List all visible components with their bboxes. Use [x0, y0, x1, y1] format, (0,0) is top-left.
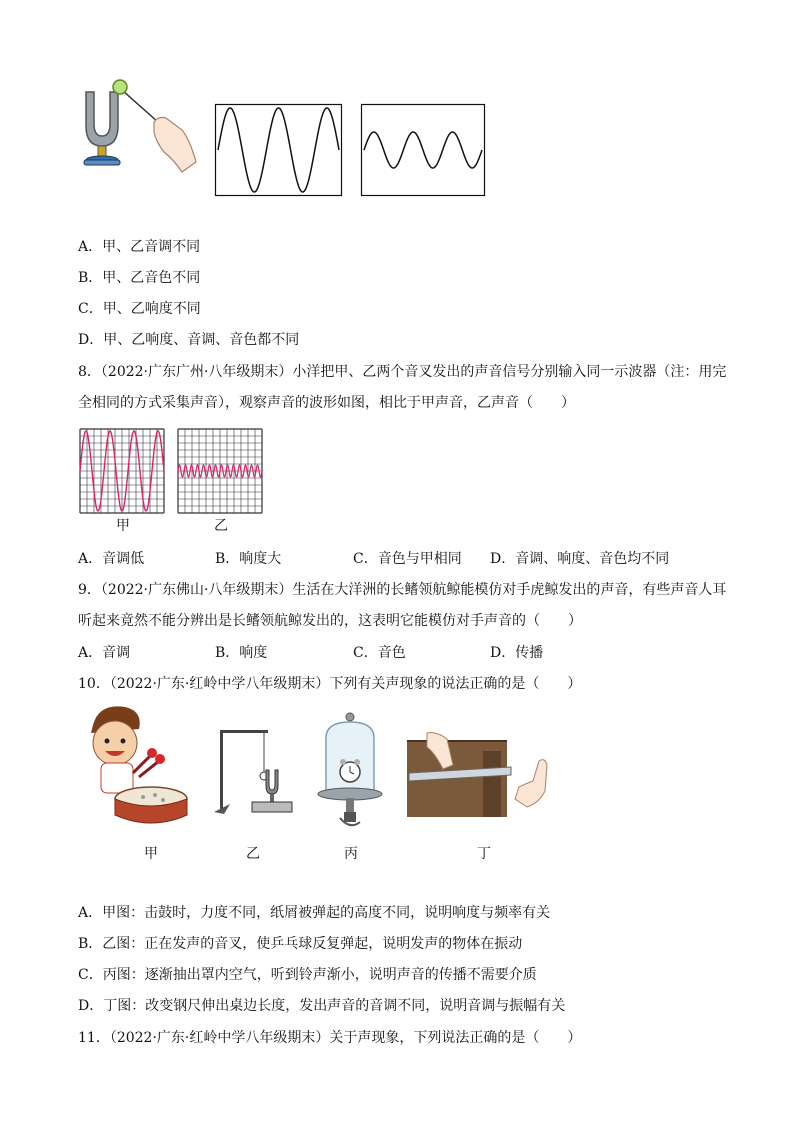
q9-option-a: A．音调	[78, 645, 131, 661]
q10-label-bing: 丙	[344, 846, 358, 862]
q8-option-b: B．响度大	[215, 551, 282, 567]
q8-option-d: D．音调、响度、音色均不同	[490, 551, 670, 567]
q10-option-c: C．丙图：逐渐抽出罩内空气，听到铃声渐小，说明声音的传播不需要介质	[78, 967, 537, 983]
q7-option-d: D．甲、乙响度、音调、音色都不同	[78, 332, 300, 348]
waveform-jia	[215, 104, 342, 196]
tuning-fork-icon	[266, 770, 278, 794]
oscilloscope-yi	[177, 428, 263, 514]
q9-stem-line1: 9．（2022·广东佛山·八年级期末）生活在大洋洲的长鳍领航鲸能模仿对手虎鲸发出的声音，有些声音人耳	[78, 582, 727, 598]
bell-jar-figure	[316, 712, 384, 832]
q10-option-b: B．乙图：正在发声的音叉，使乒乓球反复弹起，说明发声的物体在振动	[78, 936, 523, 952]
drum-boy-figure	[79, 703, 191, 825]
q8-stem-line2: 全相同的方式采集声音），观察声音的波形如图，相比于甲声音，乙声音（ ）	[78, 395, 575, 411]
fork-pingpong-figure	[212, 724, 294, 818]
q10-option-a: A．甲图：击鼓时，力度不同，纸屑被弹起的高度不同，说明响度与频率有关	[78, 905, 551, 921]
q10-label-ding: 丁	[477, 846, 491, 862]
q9-option-c: C．音色	[353, 645, 406, 661]
q10-label-jia: 甲	[144, 846, 158, 862]
q8-stem-line1: 8．（2022·广东广州·八年级期末）小洋把甲、乙两个音叉发出的声音信号分别输入同一示波器（注：用完	[78, 364, 727, 380]
q11-stem: 11．（2022·广东·红岭中学八年级期末）关于声现象，下列说法正确的是（ ）	[78, 1030, 582, 1046]
q8-option-a: A．音调低	[78, 551, 145, 567]
q7-option-b: B．甲、乙音色不同	[78, 270, 201, 286]
q8-label-jia: 甲	[116, 518, 130, 534]
q10-stem: 10．（2022·广东·红岭中学八年级期末）下列有关声现象的说法正确的是（ ）	[78, 676, 582, 692]
mallet-ball-icon	[113, 80, 127, 94]
hand-icon	[154, 118, 196, 173]
tuning-fork-figure	[78, 78, 203, 178]
tuning-fork-icon	[86, 92, 118, 146]
waveform-yi	[361, 104, 485, 196]
finger-icon	[515, 760, 547, 807]
q10-option-d: D．丁图：改变钢尺伸出桌边长度，发出声音的音调不同，说明音调与振幅有关	[78, 998, 566, 1014]
q9-option-b: B．响度	[215, 645, 268, 661]
q10-label-yi: 乙	[246, 846, 260, 862]
q8-label-yi: 乙	[214, 518, 228, 534]
boy-face-icon	[93, 721, 137, 765]
q7-option-c: C．甲、乙响度不同	[78, 301, 201, 317]
q9-stem-line2: 听起来竟然不能分辨出是长鳍领航鲸发出的，这表明它能模仿对手声音的（ ）	[78, 613, 582, 629]
q9-option-d: D．传播	[490, 645, 544, 661]
ruler-table-figure	[407, 731, 555, 819]
q8-option-c: C．音色与甲相同	[353, 551, 462, 567]
q7-option-a: A．甲、乙音调不同	[78, 239, 201, 255]
oscilloscope-jia	[79, 428, 165, 514]
